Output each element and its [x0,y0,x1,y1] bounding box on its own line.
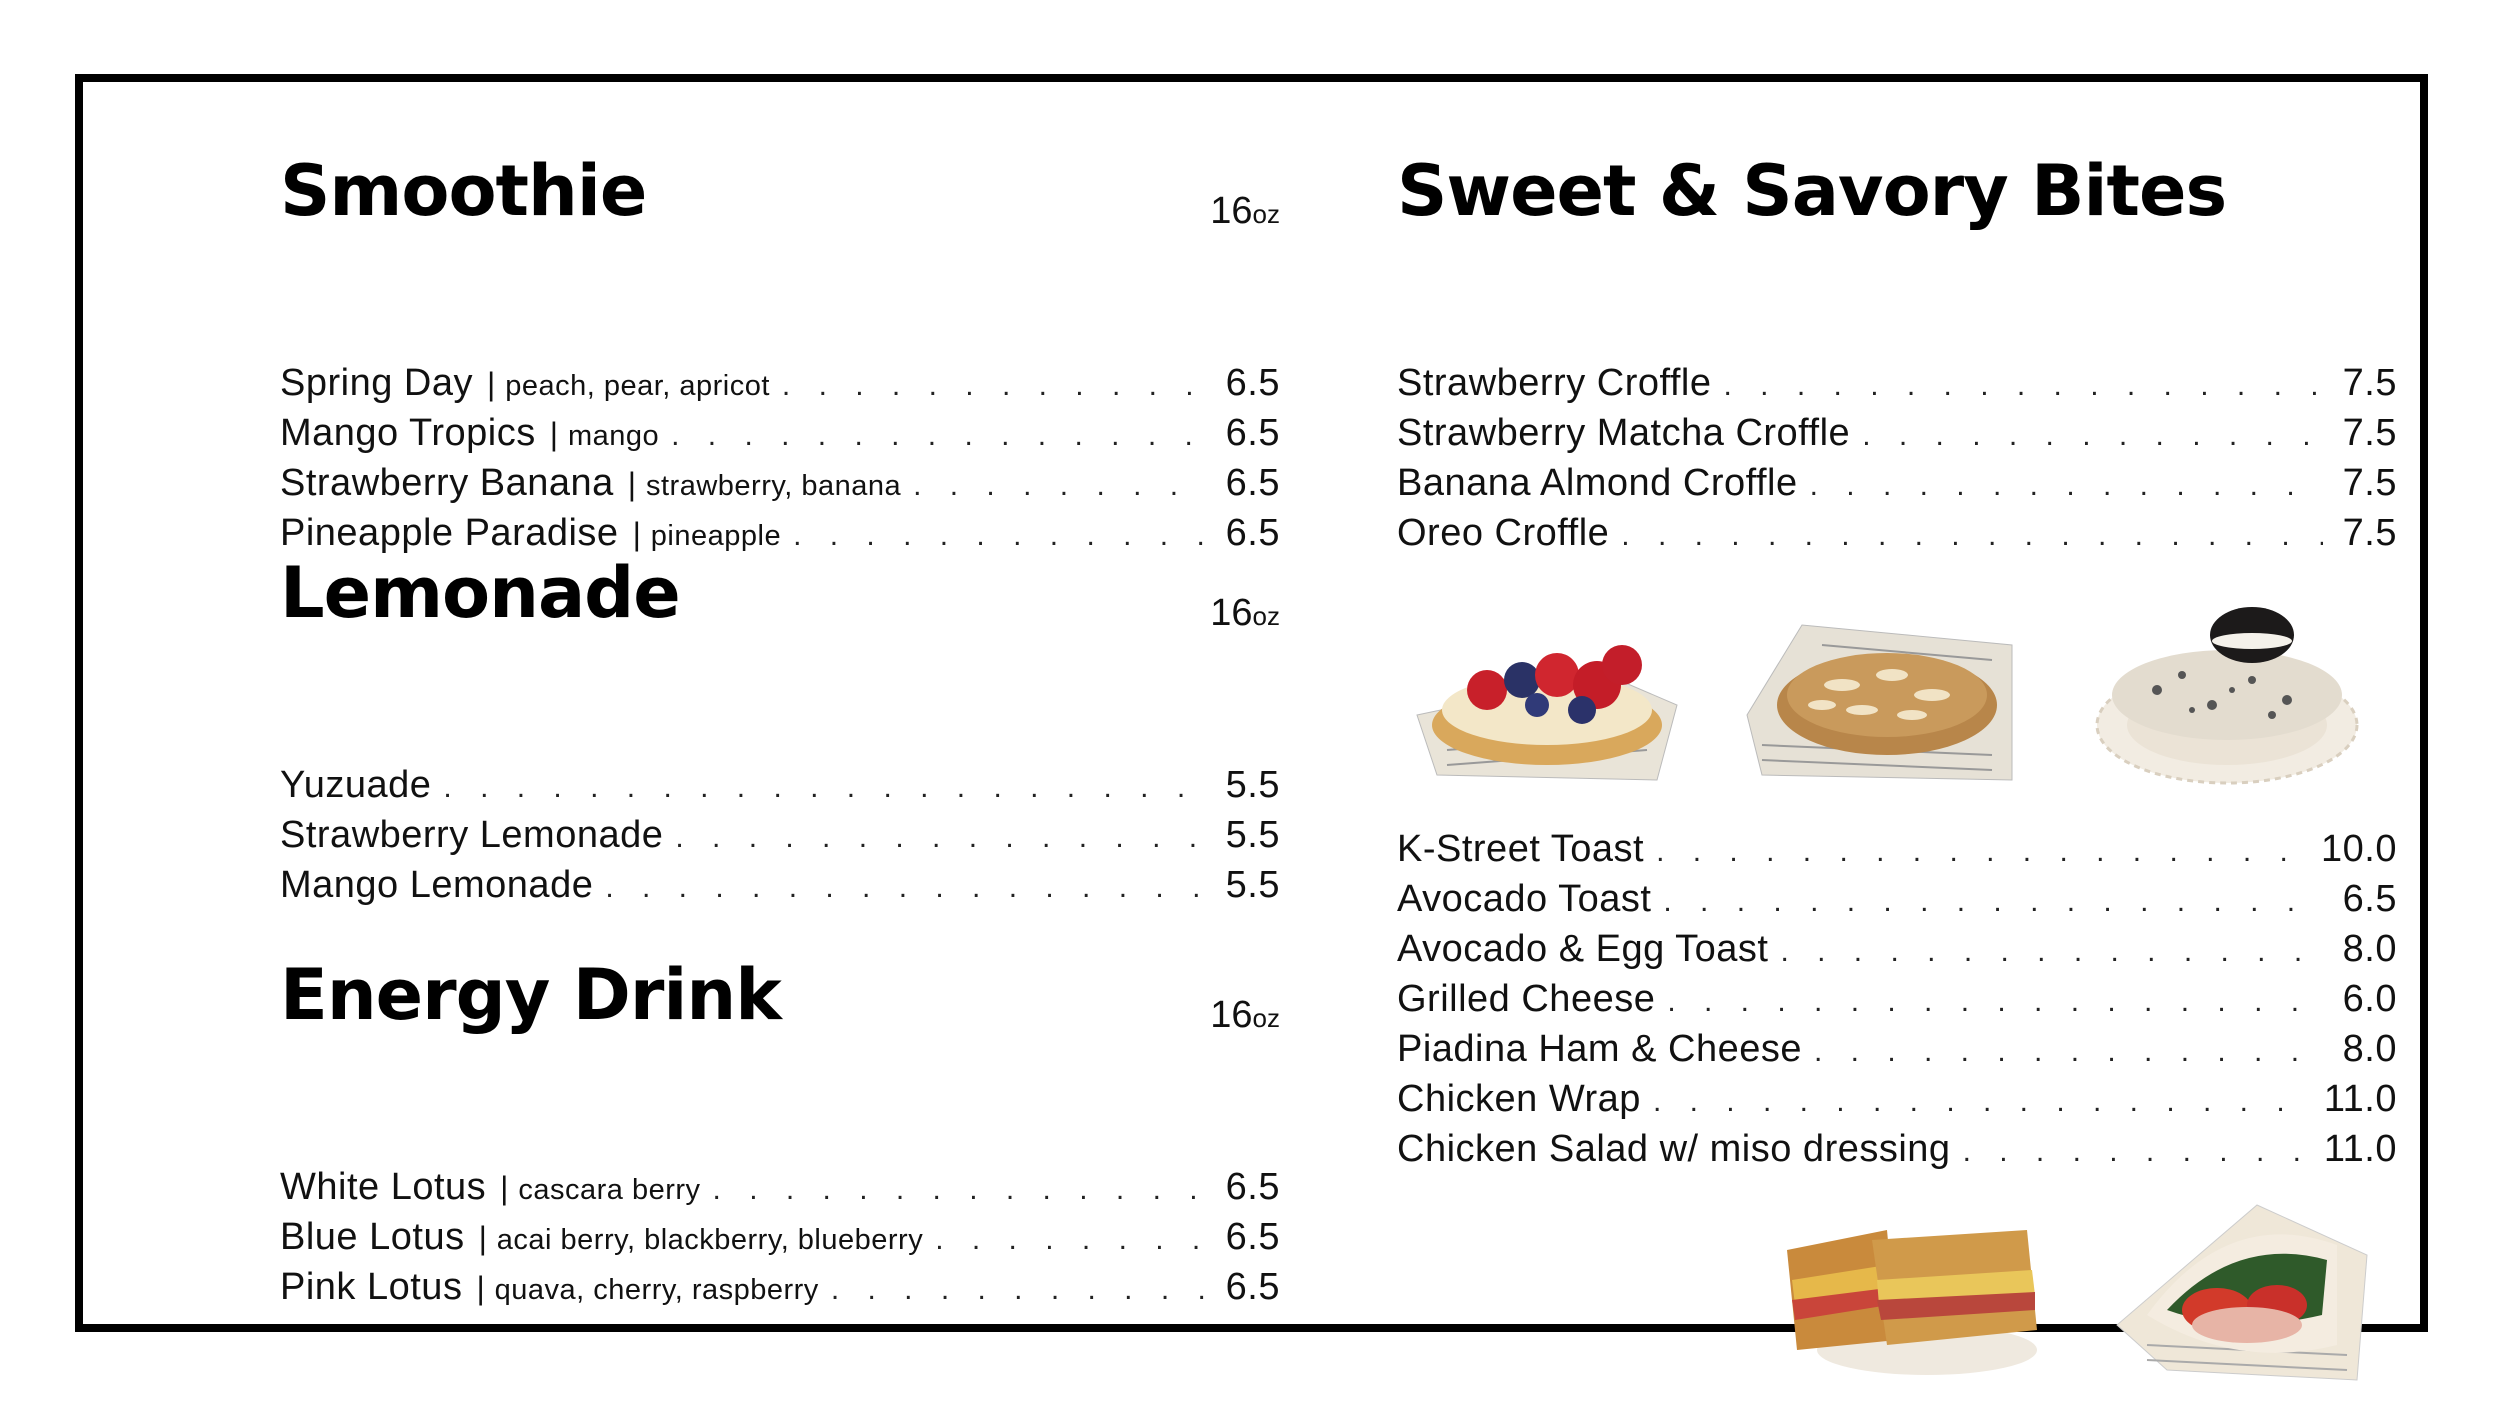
dot-leader [443,771,1206,805]
size-unit: oz [1252,1003,1280,1033]
section-title: Lemonade [280,552,680,634]
dot-leader [1621,519,2323,553]
item-description: | strawberry, banana [628,466,901,503]
item-name: Strawberry Banana [280,462,614,504]
item-price: 10.0 [2321,828,2397,870]
item-name: Piadina Ham & Cheese [1397,1028,1802,1070]
menu-item [280,814,1280,864]
dot-leader [1724,369,2323,403]
menu-item [1397,1078,2397,1128]
croffle-items [1397,362,2397,562]
item-price: 6.5 [1225,412,1280,454]
menu-item [280,864,1280,914]
menu-item [1397,1028,2397,1078]
item-price: 6.5 [1225,512,1280,554]
item-name: Yuzuade [280,764,432,806]
item-description: | cascara berry [500,1170,700,1207]
item-description: | quava, cherry, raspberry [476,1270,818,1307]
item-price: 5.5 [1225,864,1280,906]
dot-leader [1862,419,2323,453]
item-price: 6.5 [2342,878,2397,920]
menu-item [280,764,1280,814]
item-price: 11.0 [2323,1078,2397,1120]
energy-drink-items [280,1166,1280,1316]
dot-leader [793,519,1206,553]
item-name: Blue Lotus [280,1216,465,1258]
dot-leader [1963,1135,2310,1169]
item-price: 7.5 [2342,412,2397,454]
dot-leader [1810,469,2323,503]
size-value: 16 [1210,592,1253,634]
size-unit: oz [1252,199,1280,229]
item-name: Chicken Wrap [1397,1078,1641,1120]
item-price: 6.5 [1225,1266,1280,1308]
menu-item [280,1166,1280,1216]
item-name: Chicken Salad w/ miso dressing [1397,1128,1951,1170]
item-price: 7.5 [2342,512,2397,554]
item-price: 8.0 [2342,1028,2397,1070]
item-price: 11.0 [2323,1128,2397,1170]
item-price: 7.5 [2342,462,2397,504]
dot-leader [782,369,1206,403]
item-price: 6.0 [2342,978,2397,1020]
dot-leader [1814,1035,2323,1069]
menu-item [1397,1128,2397,1178]
item-name: Avocado Toast [1397,878,1652,920]
chicken-wrap-photo [2107,1195,2377,1385]
item-price: 6.5 [1225,462,1280,504]
dot-leader [1653,1085,2310,1119]
item-name: Grilled Cheese [1397,978,1656,1020]
item-name: Pink Lotus [280,1266,463,1308]
banana-almond-croffle-photo [1742,605,2022,785]
item-name: Banana Almond Croffle [1397,462,1798,504]
menu-item [1397,412,2397,462]
item-name: Pineapple Paradise [280,512,619,554]
item-price: 6.5 [1225,362,1280,404]
item-price: 6.5 [1225,1216,1280,1258]
dot-leader [671,419,1206,453]
menu-item [280,412,1280,462]
oreo-croffle-photo [2087,585,2367,785]
menu-item [1397,928,2397,978]
item-name: Strawberry Croffle [1397,362,1712,404]
dot-leader [831,1273,1206,1307]
savory-items [1397,828,2397,1178]
item-name: K-Street Toast [1397,828,1645,870]
grilled-sandwich-photo [1777,1210,2047,1380]
dot-leader [605,871,1206,905]
item-price: 8.0 [2342,928,2397,970]
section-title: Sweet & Savory Bites [1397,150,2227,232]
size-value: 16 [1210,994,1253,1036]
dot-leader [1656,835,2307,869]
section-title: Smoothie [280,150,647,232]
menu-item [280,462,1280,512]
item-name: Oreo Croffle [1397,512,1610,554]
size-unit: oz [1252,601,1280,631]
item-price: 5.5 [1225,814,1280,856]
size-label [1210,592,1280,635]
dot-leader [713,1173,1206,1207]
item-description: | acai berry, blackberry, blueberry [479,1220,924,1257]
menu-item [280,1266,1280,1316]
menu-item [1397,828,2397,878]
lemonade-items [280,764,1280,914]
menu-item [1397,878,2397,928]
size-value: 16 [1210,190,1253,232]
item-price: 7.5 [2342,362,2397,404]
item-price: 5.5 [1225,764,1280,806]
item-name: Mango Lemonade [280,864,594,906]
item-name: Avocado & Egg Toast [1397,928,1769,970]
item-name: Mango Tropics [280,412,536,454]
item-description: | mango [550,416,659,453]
dot-leader [935,1223,1206,1257]
dot-leader [1663,885,2323,919]
smoothie-items [280,362,1280,562]
item-name: White Lotus [280,1166,487,1208]
dot-leader [1780,935,2323,969]
size-label [1210,190,1280,233]
item-name: Strawberry Lemonade [280,814,664,856]
strawberry-croffle-photo [1407,595,1687,785]
menu-item [280,1216,1280,1266]
dot-leader [675,821,1206,855]
size-label [1210,994,1280,1037]
item-price: 6.5 [1225,1166,1280,1208]
menu-item [280,362,1280,412]
section-title: Energy Drink [280,954,781,1036]
item-description: | pineapple [633,516,782,553]
menu-item [1397,978,2397,1028]
item-description: | peach, pear, apricot [487,366,770,403]
item-name: Spring Day [280,362,473,404]
item-name: Strawberry Matcha Croffle [1397,412,1851,454]
menu-board-frame [75,74,2428,1332]
menu-item [1397,362,2397,412]
menu-item [1397,512,2397,562]
menu-item [1397,462,2397,512]
dot-leader [913,469,1206,503]
dot-leader [1667,985,2323,1019]
